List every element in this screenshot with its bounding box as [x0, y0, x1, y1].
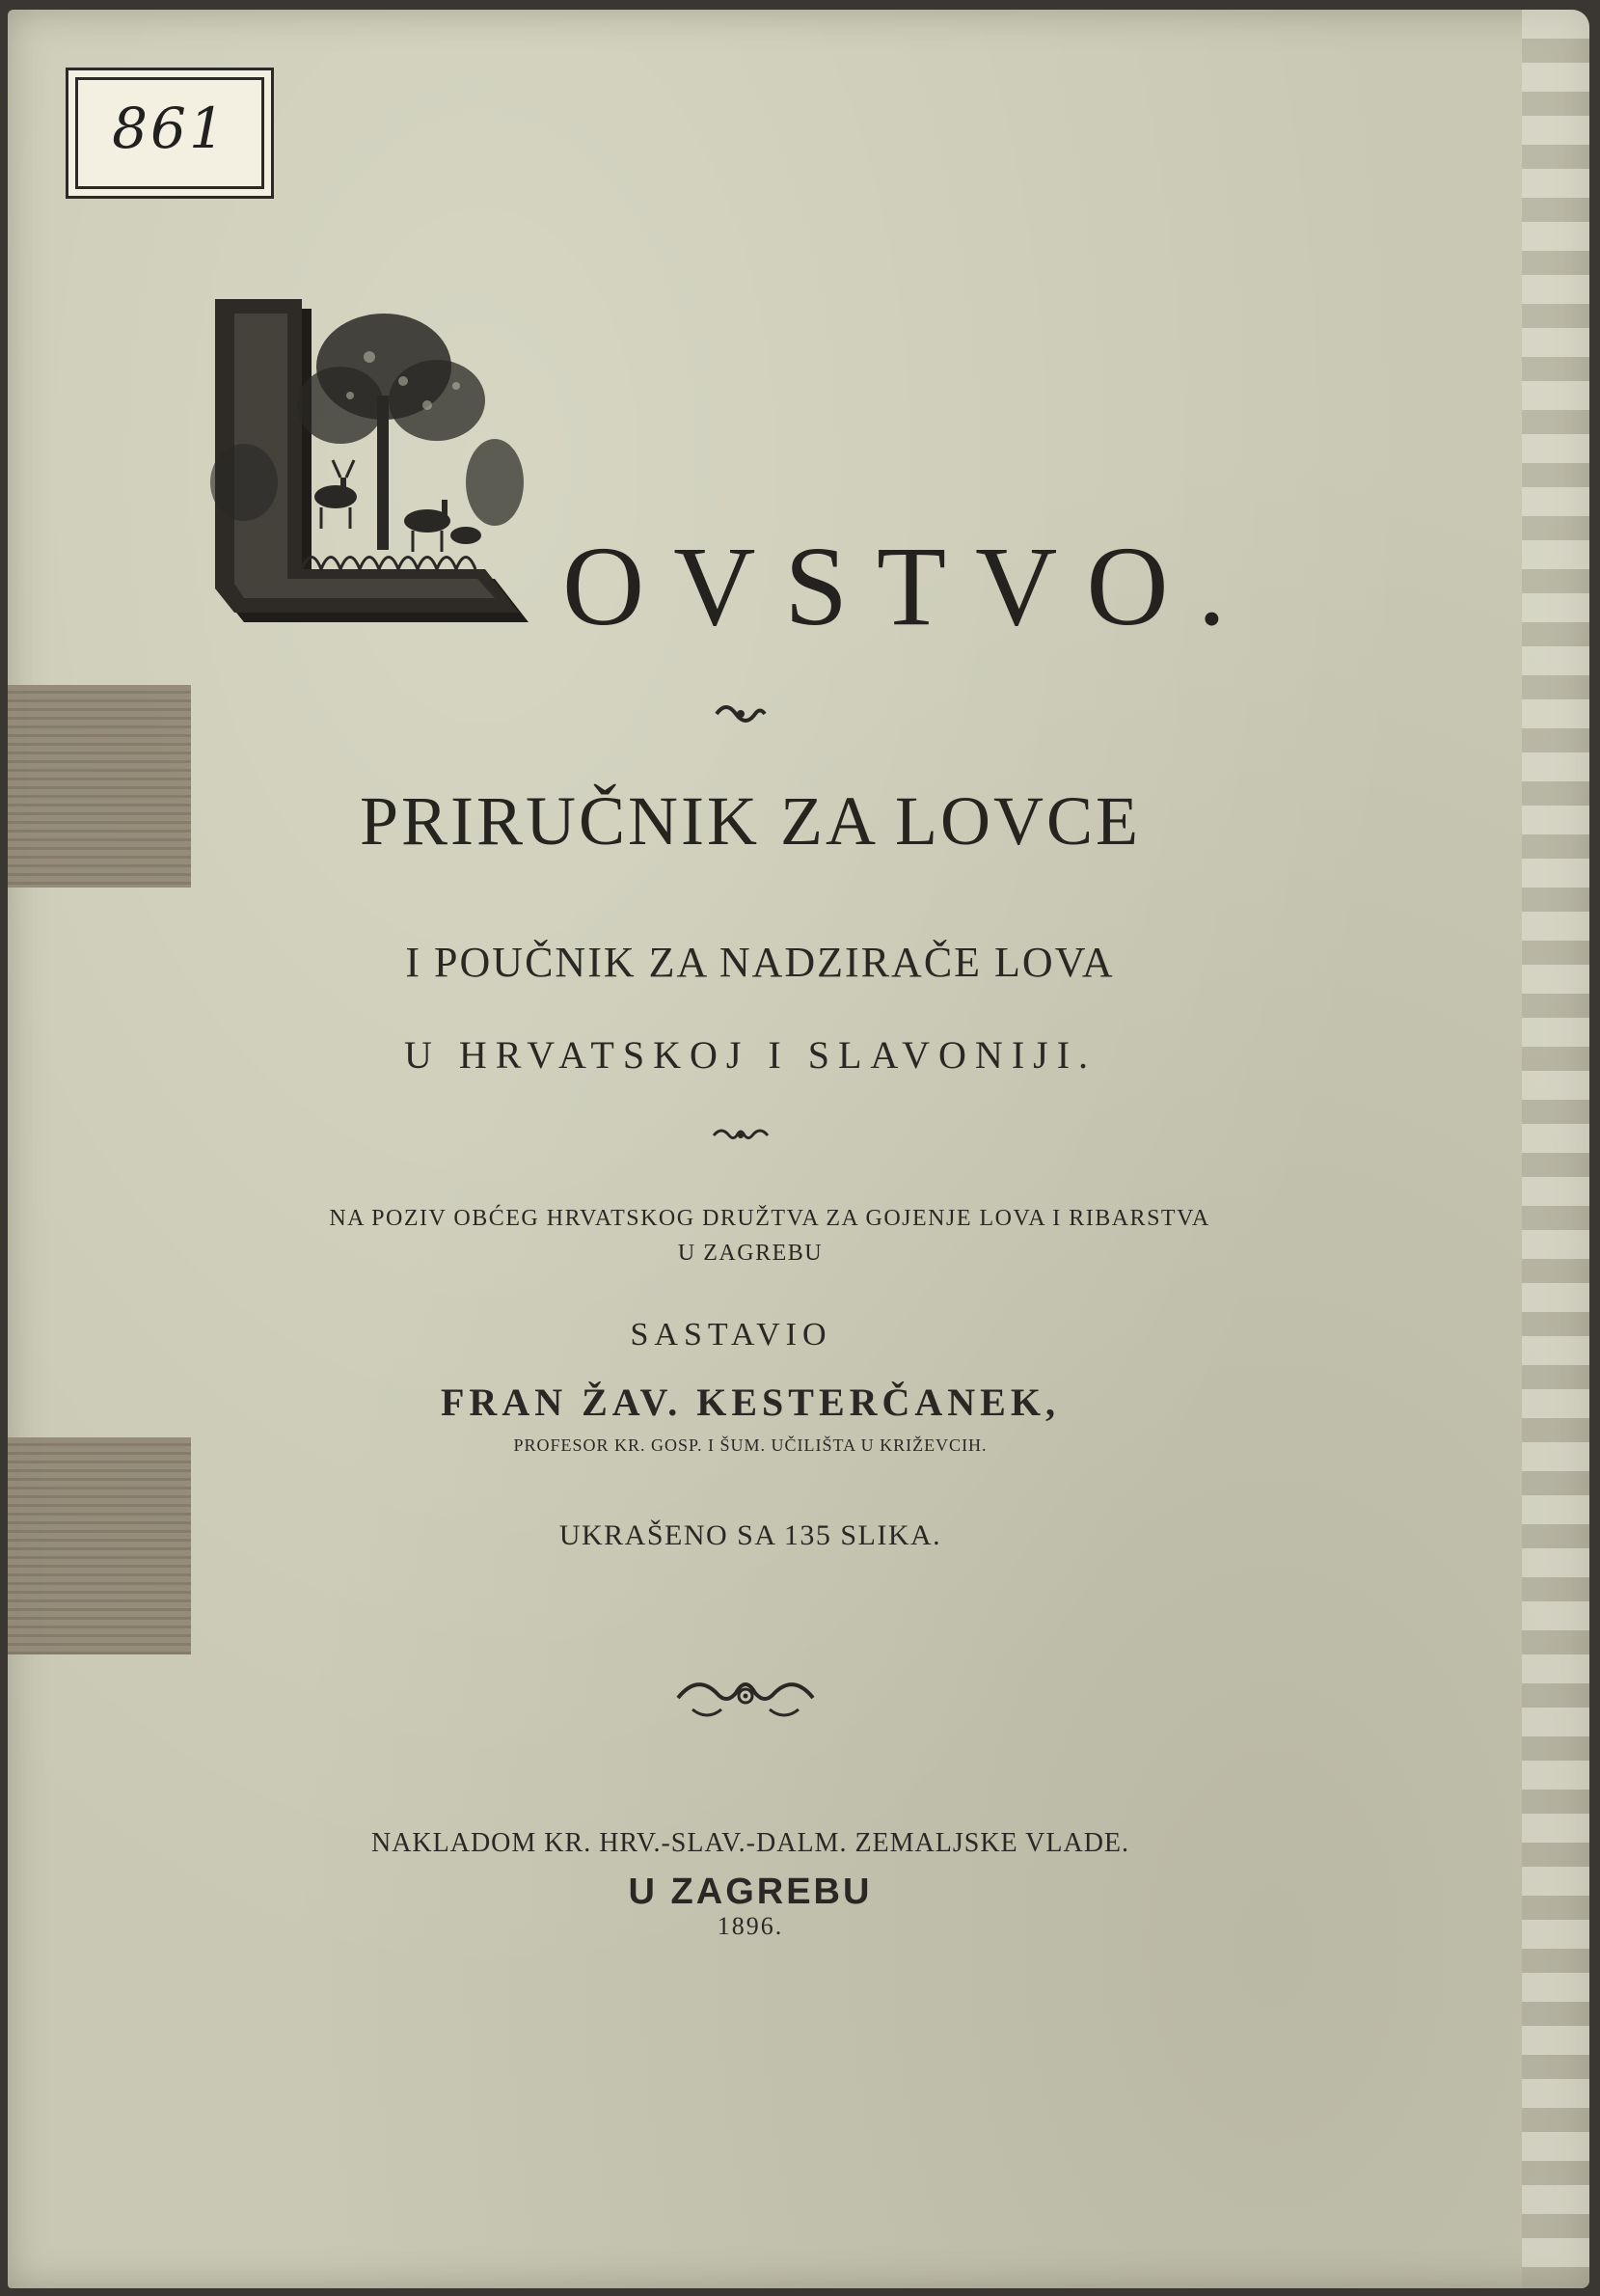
- illustrations-note: UKRAŠENO SA 135 SLIKA.: [558, 1519, 942, 1551]
- ornament-icon: [712, 699, 770, 728]
- subtitle-line-3: U HRVATSKOJ I SLAVONIJI.: [403, 1033, 1098, 1077]
- catalog-number: 861: [112, 96, 228, 161]
- publication-city: U ZAGREBU: [628, 1872, 873, 1912]
- author-role: PROFESOR KR. GOSP. I ŠUM. UČILIŠTA U KRIŽEVCIH.: [513, 1435, 988, 1455]
- invitation-line-2: U ZAGREBU: [677, 1241, 824, 1266]
- title: OVSTVO.: [562, 523, 1256, 649]
- composed-by: SASTAVIO: [630, 1317, 832, 1353]
- publication-year: 1896.: [717, 1912, 784, 1940]
- torn-edge: [1522, 10, 1589, 2288]
- flourish-icon: [673, 1669, 818, 1727]
- initial-letter-vignette-icon: [205, 289, 538, 646]
- author-name: FRAN ŽAV. KESTERČANEK,: [441, 1380, 1060, 1424]
- invitation-line-1: NA POZIV OBĆEG HRVATSKOG DRUŽTVA ZA GOJENJE LOVA I RIBARSTVA: [329, 1206, 1210, 1231]
- catalog-label: [66, 68, 274, 199]
- publisher: NAKLADOM KR. HRV.-SLAV.-DALM. ZEMALJSKE VLADE.: [370, 1828, 1130, 1858]
- book-cover: [8, 10, 1589, 2288]
- ornament-icon: [712, 1124, 770, 1147]
- subtitle: PRIRUČNIK ZA LOVCE: [359, 782, 1142, 860]
- subtitle-line-2: I POUČNIK ZA NADZIRAČE LOVA: [405, 939, 1115, 986]
